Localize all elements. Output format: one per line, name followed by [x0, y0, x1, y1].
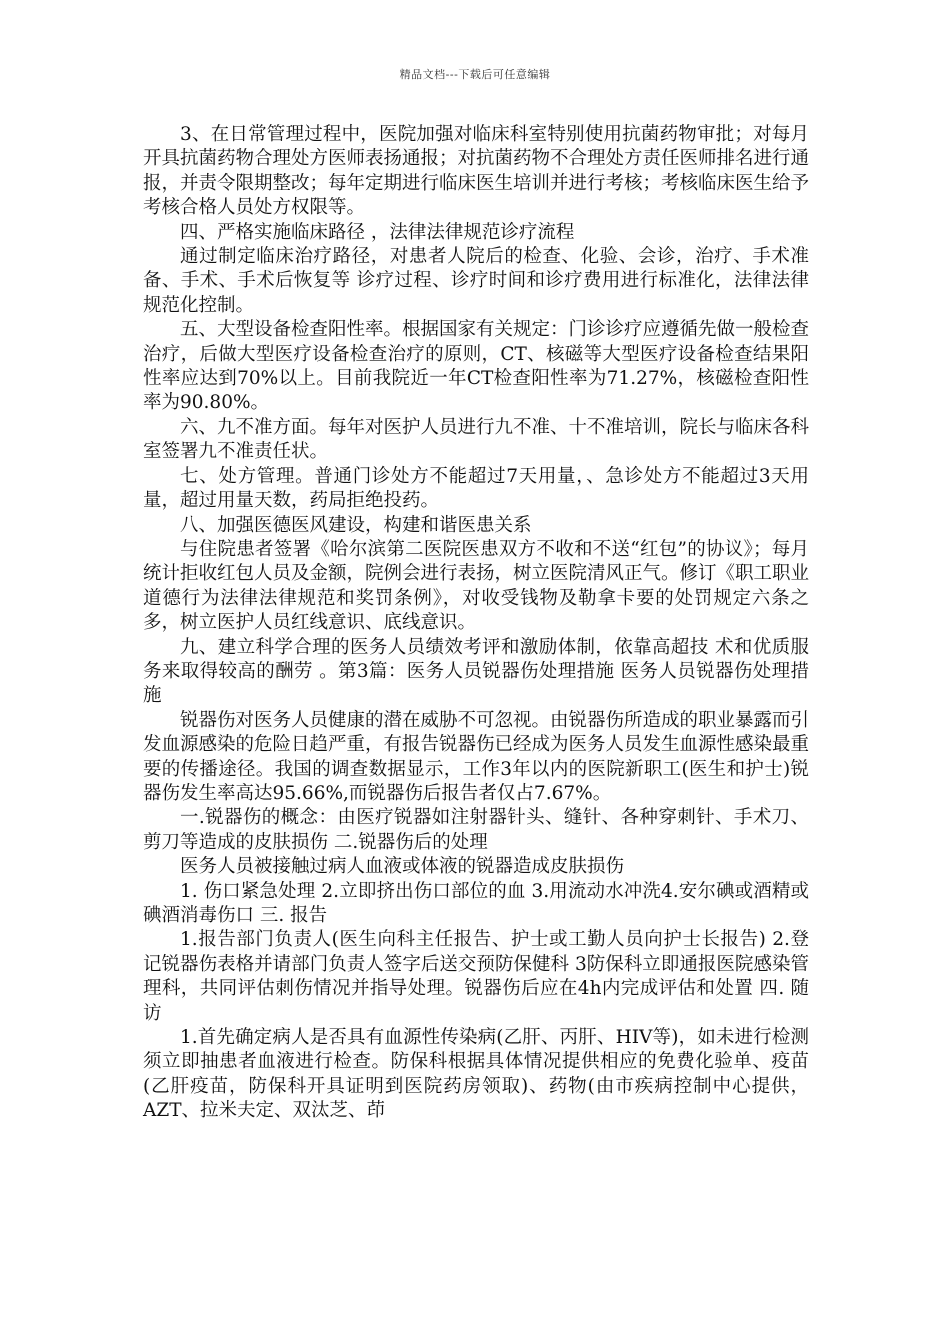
paragraph: 六、九不准方面。每年对医护人员进行九不准、十不准培训，院长与临床各科室签署九不准责任状。	[143, 416, 810, 463]
paragraph: 五、大型设备检查阳性率。根据国家有关规定：门诊诊疗应遵循先做一般检查治疗，后做大型医疗设备检查治疗的原则，CT、核磁等大型医疗设备检查结果阳性率应达到70%以上。目前我院近一年CT检查阳性率为71.27%，核磁检查阳性率为90.80%。	[143, 319, 810, 414]
paragraph: 通过制定临床治疗路径，对患者人院后的检查、化验、会诊，治疗、手术准备、手术、手术后恢复等 诊疗过程、诊疗时间和诊疗费用进行标准化，法律法律规范化控制。	[143, 246, 809, 316]
paragraph: 医务人员被接触过病人血液或体液的锐器造成皮肤损伤	[180, 856, 625, 878]
page-header: 精品文档---下载后可任意编辑	[399, 68, 551, 81]
paragraph: 七、处方管理。普通门诊处方不能超过7天用量，、急诊处方不能超过3天用量，超过用量天数，药局拒绝投药。	[143, 465, 809, 512]
section-heading: 四、严格实施临床路径 ，法律法律规范诊疗流程	[180, 221, 575, 243]
document-body	[143, 123, 809, 1124]
paragraph: 3、在日常管理过程中，医院加强对临床科室特别使用抗菌药物审批；对每月开具抗菌药物合理处方医师表扬通报；对抗菌药物不合理处方责任医师排名进行通报，并责令限期整改；每年定期进行临床医生培训并进行考核；考核临床医生给予考核合格人员处方权限等。	[143, 124, 810, 219]
paragraph: 与住院患者签署《哈尔滨第二医院医患双方不收和不送“红包”的协议》；每月统计拒收红包人员及金额，院例会进行表扬，树立医院清风正气。修订《职工职业道德行为法律法律规范和奖罚条例》，对收受钱物及勒拿卡要的处罚规定六条之多，树立医护人员红线意识、底线意识。	[143, 538, 810, 634]
paragraph: 九、建立科学合理的医务人员绩效考评和激励体制，依靠高超技 术和优质服务来取得较高的酬劳 。第3篇：医务人员锐器伤处理措施 医务人员锐器伤处理措施	[143, 636, 809, 707]
paragraph: 一.锐器伤的概念：由医疗锐器如注射器针头、缝针、各种穿刺针、手术刀、剪刀等造成的皮肤损伤 二.锐器伤后的处理	[143, 807, 809, 853]
section-heading: 八、加强医德医风建设，构建和谐医患关系	[180, 514, 532, 536]
paragraph: 1.报告部门负责人(医生向科主任报告、护士或工勤人员向护士长报告) 2.登记锐器伤表格并请部门负责人签字后送交预防保健科 3防保科立即通报医院感染管理科，共同评估刺伤情况并指导处理。锐器伤后应在4h内完成评估和处置 四. 随访	[143, 929, 809, 1024]
paragraph: 1.首先确定病人是否具有血源性传染病(乙肝、丙肝、HIV等)，如未进行检测须立即抽患者血液进行检查。防保科根据具体情况提供相应的免费化验单、疫苗(乙肝疫苗，防保科开具证明到医院药房领取)、药物(由市疾病控制中心提供，AZT、拉米夫定、双汰芝、茚	[143, 1027, 809, 1122]
paragraph: 1. 伤口紧急处理 2.立即挤出伤口部位的血 3.用流动水冲洗4.安尔碘或酒精或碘酒消毒伤口 三. 报告	[143, 880, 809, 926]
paragraph: 锐器伤对医务人员健康的潜在威胁不可忽视。由锐器伤所造成的职业暴露而引发血源感染的危险日趋严重，有报告锐器伤已经成为医务人员发生血源性感染最重要的传播途径。我国的调查数据显示，工作3年以内的医院新职工(医生和护士)锐器伤发生率高达95.66%,而锐器伤后报告者仅占7.67%。	[143, 709, 810, 804]
